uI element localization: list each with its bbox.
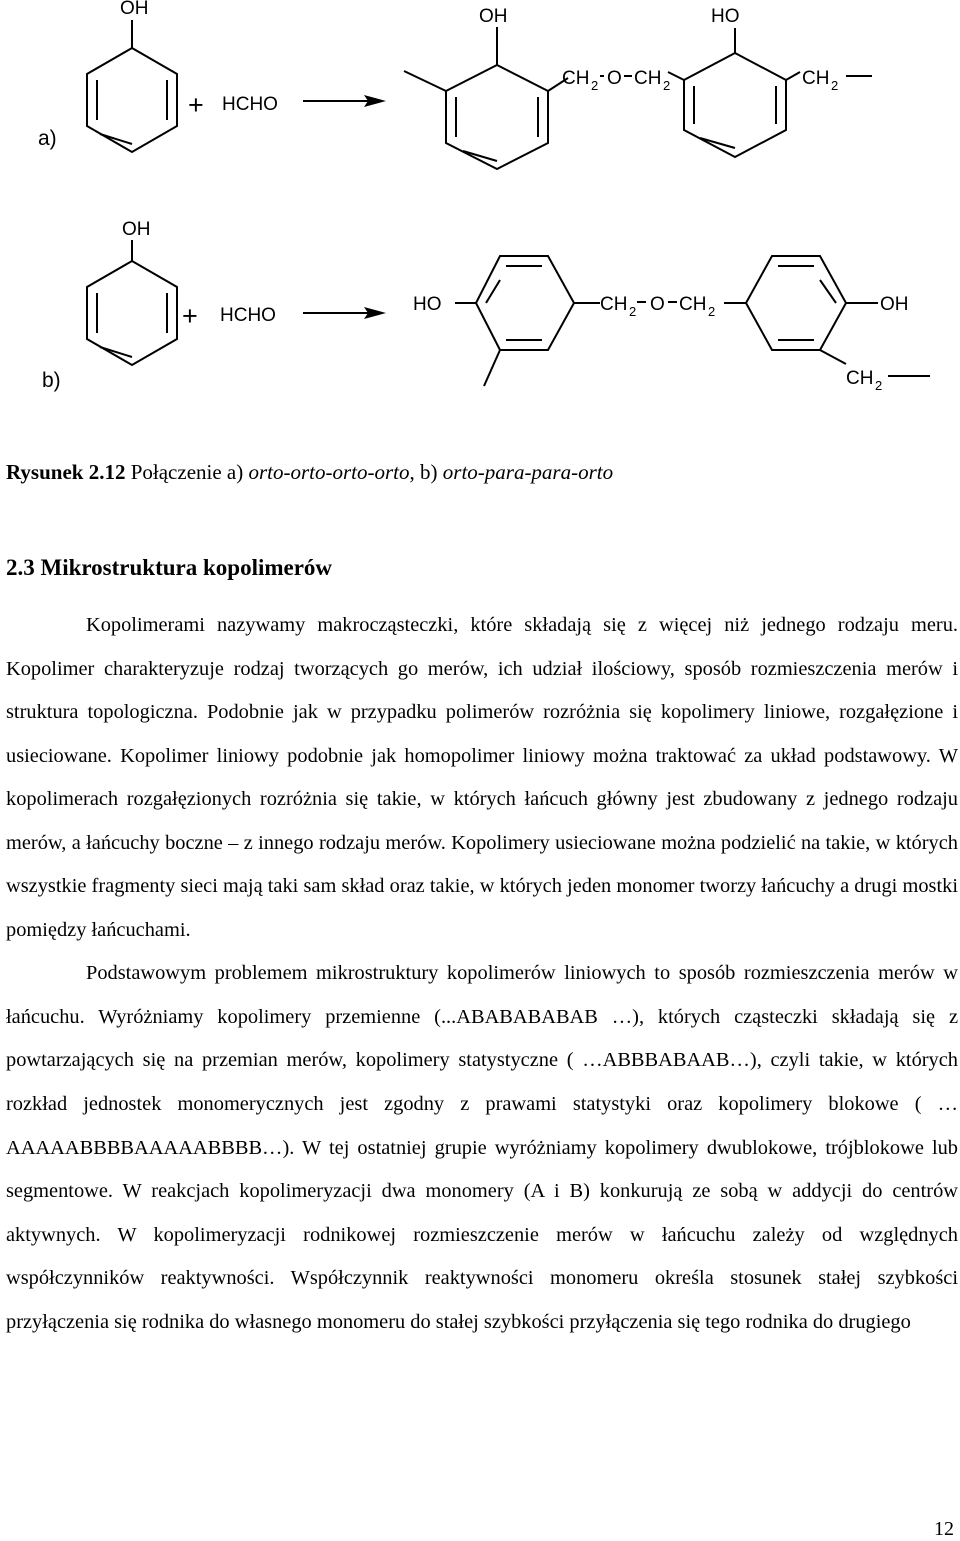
caption-term: orto-para-para-orto xyxy=(442,460,614,484)
paragraph: Podstawowym problemem mikrostruktury kopolimerów liniowych to sposób rozmieszczenia merów w łańcuchu. Wyróżniamy kopolimery przemienne (...ABABABABAB …), których cząsteczki składają się z powtarzających się na przemian merów, kopolimery statystyczne ( …ABBBABAAB…), czyli takie, w których rozkład jednostek monomerycznych jest zgodny z prawami statystyki oraz kopolimery blokowe ( …AAAAABBBBAAAAABBBB…). W tej ostatniej grupie wyróżniamy kopolimery dwublokowe, trójblokowe lub segmentowe. W reakcjach kopolimeryzacji dwa monomery (A i B) konkurują ze sobą w addycji do centrów aktywnych. W kopolimeryzacji rodnikowej rozmieszczenie merów w łańcuchu zależy od względnych współczynników reaktywności. Współczynnik reaktywności monomeru określa stosunek stałej szybkości przyłączenia się rodnika do własnego monomeru do stałej szybkości przyłączenia się tego rodnika do drugiego xyxy=(6,962,958,1333)
product-a-ring-1 xyxy=(404,27,568,169)
caption-term: orto-orto-orto-orto xyxy=(248,460,410,484)
caption-text: Połączenie a) xyxy=(125,460,249,484)
section-body xyxy=(6,604,958,1344)
product-a-linkage xyxy=(562,68,670,93)
product-b-ring-1 xyxy=(476,256,600,386)
svg-text:CH: CH xyxy=(802,68,830,89)
caption-text: , b) xyxy=(409,460,443,484)
section-heading: 2.3 Mikrostruktura kopolimerów xyxy=(6,555,333,580)
svg-text:2: 2 xyxy=(591,78,599,93)
product-b-tail xyxy=(846,368,930,393)
svg-text:2: 2 xyxy=(831,78,839,93)
product-a-tail xyxy=(802,68,872,93)
oh-label: OH xyxy=(120,0,149,19)
oh-label: OH xyxy=(122,219,151,240)
hcho-label: HCHO xyxy=(220,305,276,326)
product-a-ring-2 xyxy=(668,28,800,157)
svg-text:CH: CH xyxy=(846,368,874,389)
figure-caption xyxy=(6,460,956,485)
plus-sign: + xyxy=(182,301,198,331)
svg-text:2: 2 xyxy=(708,304,716,319)
svg-text:CH: CH xyxy=(562,68,590,89)
svg-text:O: O xyxy=(650,294,665,315)
label-a: a) xyxy=(38,127,57,150)
page-number: 12 xyxy=(934,1518,954,1540)
svg-text:2: 2 xyxy=(629,304,637,319)
oh-label: OH xyxy=(880,294,909,315)
paragraph: Kopolimerami nazywamy makrocząsteczki, które składają się z więcej niż jednego rodzaju meru. Kopolimer charakteryzuje rodzaj tworzących go merów, ich udział ilościowy, sposób rozmieszczenia merów i struktura topologiczna. Podobnie jak w przypadku polimerów rozróżnia się kopolimery liniowe, rozgałęzione i usieciowane. Kopolimer liniowy podobnie jak homopolimer liniowy można traktować za układ podstawowy. W kopolimerach rozgałęzionych rozróżnia się takie, w których łańcuch główny jest zbudowany z jednego rodzaju merów, a łańcuchy boczne – z innego rodzaju merów. Kopolimery usieciowane można podzielić na takie, w których wszystkie fragmenty sieci mają taki sam skład oraz takie, w których jeden monomer tworzy łańcuchy a drugi mostki pomiędzy łańcuchami. xyxy=(6,614,958,941)
svg-text:O: O xyxy=(607,68,622,89)
ho-label: HO xyxy=(413,294,442,315)
reaction-arrow-icon xyxy=(303,307,386,319)
figure-label: Rysunek 2.12 xyxy=(6,460,126,484)
reaction-scheme xyxy=(0,0,960,440)
product-b-linkage xyxy=(600,294,746,319)
svg-text:CH: CH xyxy=(600,294,628,315)
plus-sign: + xyxy=(188,90,204,120)
svg-text:CH: CH xyxy=(679,294,707,315)
oh-label: OH xyxy=(479,6,508,27)
svg-text:2: 2 xyxy=(663,78,671,93)
hcho-label: HCHO xyxy=(222,94,278,115)
benzene-ring-icon xyxy=(87,261,177,365)
svg-text:2: 2 xyxy=(875,378,883,393)
product-b-ring-2 xyxy=(746,256,878,364)
benzene-ring-icon xyxy=(87,48,177,152)
reaction-arrow-icon xyxy=(303,95,386,107)
svg-text:CH: CH xyxy=(634,68,662,89)
label-b: b) xyxy=(42,369,61,392)
ho-label: HO xyxy=(711,6,740,27)
